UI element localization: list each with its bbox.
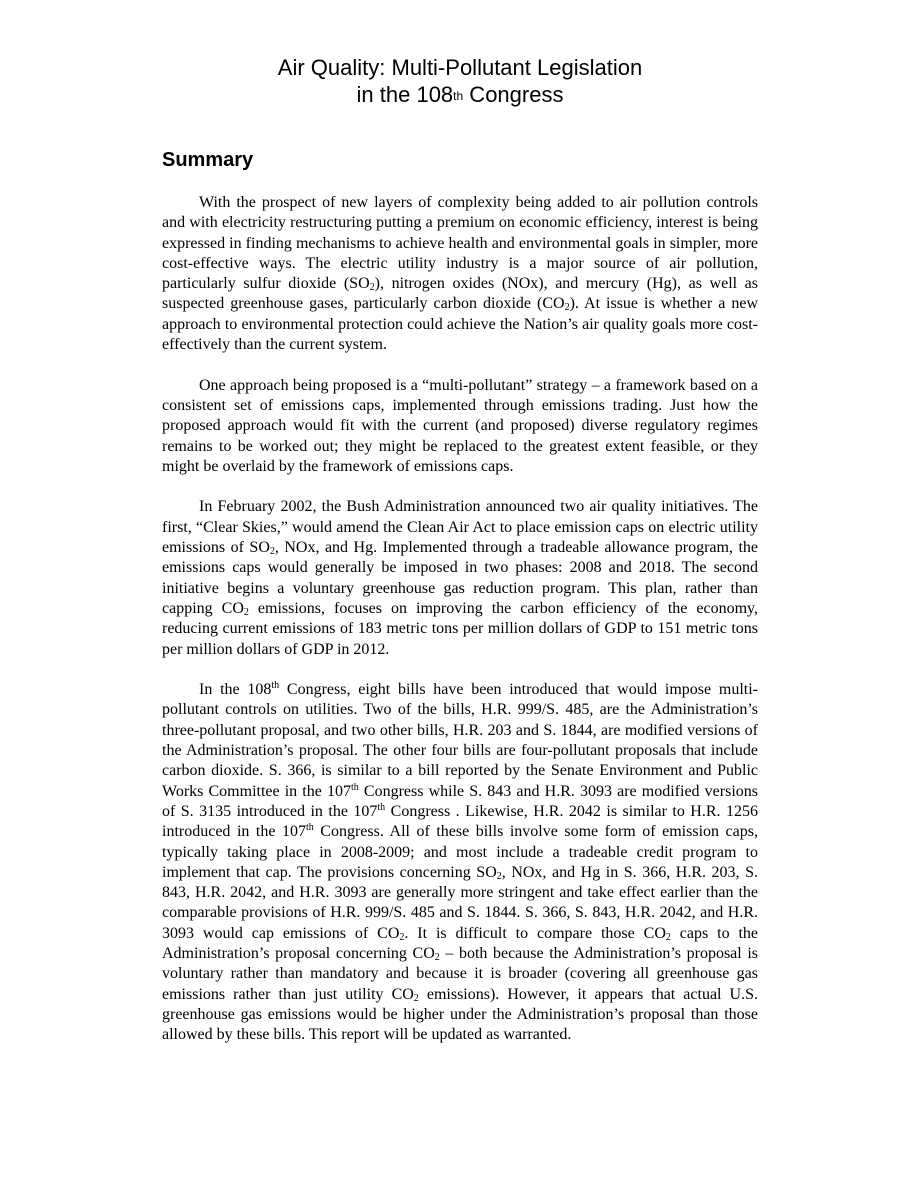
subscript: 2: [243, 606, 249, 618]
superscript: th: [350, 781, 359, 793]
text-run: Congress, eight bills have been introduced that would impose multi-pollutant controls on utilities. Two of the bills, H.R. 999/S. 485, are the Administration’s three-pollutant proposal, and two other bills, H.R. 203 and S. 1844, are modified versions of the Administration’s proposal. The other four bills are four-pollutant proposals that include carbon dioxide. S. 366, is similar to a bill reported by the Senate Environment and Public Works Committee in the 107: [162, 681, 758, 800]
superscript: th: [271, 680, 280, 692]
summary-paragraph: [162, 193, 758, 355]
subscript: 2: [269, 546, 275, 558]
text-run: Congress. All of these bills involve some form of emission caps, typically taking place in 2008-2009; and most include a tradeable credit program to implement that cap. The provisions concerning SO: [162, 823, 758, 881]
text-run: ), nitrogen oxides (NOx), and mercury (Hg), as well as suspected greenhouse gases, particularly carbon dioxide (CO: [162, 275, 759, 313]
report-title: [0, 54, 920, 108]
report-title-line-2-superscript: th: [453, 89, 464, 103]
text-run: With the prospect of new layers of complexity being added to air pollution controls and with electricity restructuring putting a premium on economic efficiency, interest is being expressed in finding mechanisms to achieve health and environmental goals in simpler, more cost-effective ways. The electric utility industry is a major source of air pollution, particularly sulfur dioxide (SO: [162, 194, 758, 293]
superscript: th: [377, 801, 386, 813]
text-run: emissions, focuses on improving the carbon efficiency of the economy, reducing current emissions of 183 metric tons per million dollars of GDP to 151 metric tons per million dollars of GDP in 2012.: [162, 599, 758, 658]
text-run: In the 108: [199, 681, 272, 699]
superscript: th: [306, 822, 314, 834]
summary-paragraph: [162, 376, 758, 477]
subscript: 2: [496, 870, 502, 882]
text-run: Congress while S. 843 and H.R. 3093 are modified versions of S. 3135 introduced in the 107: [162, 782, 759, 820]
text-run: – both because the Administration’s proposal is voluntary rather than mandatory and because it is broader (covering all greenhouse gas emissions rather than just utility CO: [162, 944, 758, 1003]
subscript: 2: [434, 951, 440, 963]
text-run: . It is difficult to compare those CO: [404, 924, 666, 942]
text-run: Congress . Likewise, H.R. 2042 is similar to H.R. 1256 introduced in the 107: [162, 802, 758, 841]
text-run: In February 2002, the Bush Administration announced two air quality initiatives. The first, “Clear Skies,” would amend the Clean Air Act to place emission caps on electric utility emissions of SO: [162, 498, 758, 557]
text-run: caps to the Administration’s proposal concerning CO: [162, 924, 759, 962]
text-run: ). At issue is whether a new approach to environmental protection could achieve the Nation’s air quality goals more cost-effectively than the current system.: [162, 295, 758, 354]
text-run: One approach being proposed is a “multi-pollutant” strategy – a framework based on a consistent set of emissions caps, implemented through emissions trading. Just how the proposed approach would fit with the current (and proposed) diverse regulatory regimes remains to be worked out; they might be replaced to the greatest extent feasible, or they might be overlaid by the framework of emissions caps.: [162, 376, 758, 475]
subscript: 2: [369, 282, 375, 294]
text-run: , NOx, and Hg in S. 366, H.R. 203, S. 843, H.R. 2042, and H.R. 3093 are generally more stringent and take effect earlier than the comparable provisions of H.R. 999/S. 485 and S. 1844. S. 366, S. 843, H.R. 2042, and H.R. 3093 would cap emissions of CO: [162, 863, 759, 942]
report-title-line-1: Air Quality: Multi-Pollutant Legislation: [277, 55, 643, 80]
subscript: 2: [564, 302, 570, 314]
subscript: 2: [413, 992, 419, 1004]
report-title-line-2-prefix: in the 108: [356, 82, 454, 107]
subscript: 2: [399, 931, 405, 943]
report-title-line-2-suffix: Congress: [463, 82, 564, 107]
text-run: , NOx, and Hg. Implemented through a tradeable allowance program, the emissions caps would generally be imposed in two phases: 2008 and 2018. The second initiative begins a voluntary greenhouse gas reduction program. This plan, rather than capping CO: [162, 539, 758, 617]
report-title-line-2: [0, 81, 920, 108]
summary-paragraph: [162, 680, 758, 1045]
summary-paragraph: [162, 497, 758, 659]
summary-body: [162, 193, 758, 1066]
summary-heading: Summary: [162, 149, 254, 171]
text-run: emissions). However, it appears that actual U.S. greenhouse gas emissions would be higher under the Administration’s proposal than those allowed by these bills. This report will be updated as warranted.: [162, 985, 758, 1044]
subscript: 2: [665, 931, 671, 943]
